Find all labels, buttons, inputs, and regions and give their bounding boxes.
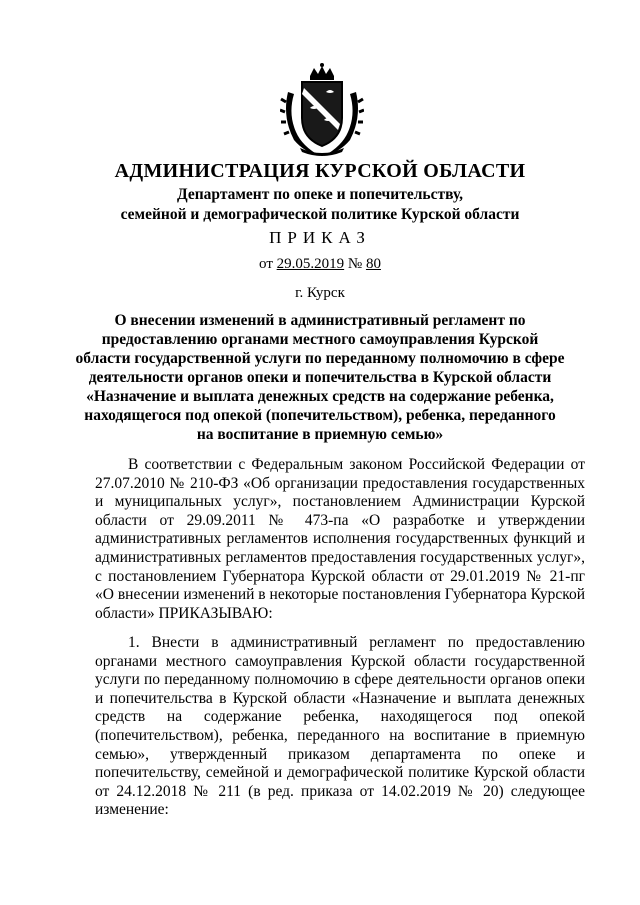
order-number-prefix: № — [344, 256, 366, 272]
order-heading: ПРИКАЗ — [269, 228, 371, 247]
order-subject: О внесении изменений в административный регламент по предоставлению органами местного самоуправления Курской области государственной услуги по переданному полномочию в сфере деятельности органов опеки и попечительства в Курской области «Назначение и выплата денежных средств на содержание ребенка, находящегося под опекой (попечительством), ребенка, переданного на воспитание в приемную семью» — [75, 312, 565, 443]
order-date: 29.05.2019 — [276, 256, 345, 272]
order-number: 80 — [365, 256, 381, 272]
order-city: г. Курск — [295, 285, 345, 301]
organization-title: АДМИНИСТРАЦИЯ КУРСКОЙ ОБЛАСТИ — [114, 160, 526, 182]
body-paragraph-2 — [95, 634, 585, 820]
department-line-2: семейной и демографической политике Курской области — [120, 206, 520, 223]
paragraph-text: В соответствии с Федеральным законом Российской Федерации от 27.07.2010 № 210-ФЗ «Об организации предоставления государственных и муниципальных услуг», постановлением Администрации Курской области от 29.09.2011 № 473-па «О разработке и утверждении административных регламентов исполнения государственных функций и административных регламентов предоставления государственных услуг», с постановлением Губернатора Курской области от 29.01.2019 № 21-пг «О внесении изменений в некоторые постановления Губернатора Курской области» ПРИКАЗЫВАЮ: — [95, 456, 585, 622]
paragraph-text: 1. Внести в административный регламент по предоставлению органами местного самоуправления Курской области государственной услуги по переданному полномочию в сфере деятельности органов опеки и попечительства в Курской области «Назначение и выплата денежных средств на содержание ребенка, находящегося под опекой (попечительством), ребенка, переданного на воспитание в приемную семью», утвержденный приказом департамента по опеке и попечительству, семейной и демографической политике Курской области от 24.12.2018 № 211 (в ред. приказа от 14.02.2019 № 20) следующее изменение: — [95, 634, 585, 819]
order-date-prefix: от — [259, 256, 277, 272]
department-line-1: Департамент по опеке и попечительству, — [176, 186, 464, 203]
body-paragraph-1 — [95, 456, 585, 623]
coat-of-arms-icon — [280, 62, 364, 158]
order-date-number — [0, 256, 640, 273]
department-name — [0, 185, 640, 225]
